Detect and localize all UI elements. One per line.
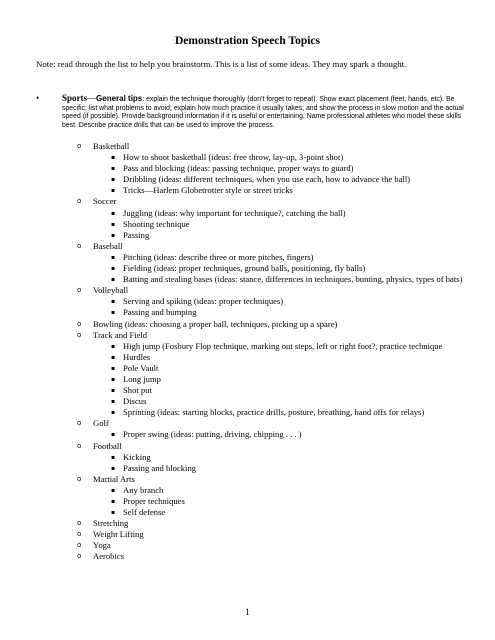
topic-item [0,196,495,207]
square-bullet-icon: ▪ [111,464,116,472]
square-bullet-icon: ▪ [111,154,116,162]
square-bullet-icon: ▪ [111,165,116,173]
subtopic-item [0,307,463,318]
square-bullet-icon: ▪ [111,253,116,261]
topic-item [0,540,495,551]
topic-name: Bowling (ideas: choosing a proper ball, techniques, picking up a spare) [93,318,338,329]
circle-bullet-icon: o [77,474,82,483]
square-bullet-icon: ▪ [111,309,116,317]
subtopic-item [0,407,463,418]
topic-name: Golf [93,418,109,429]
subtopic-text: Self defense [123,507,166,518]
subtopic-item [0,174,463,185]
subtopic-text: Any branch [123,484,164,495]
topic-name: Martial Arts [93,473,135,484]
subtopic-item [0,507,463,518]
topic-item [0,474,495,485]
topic-item [0,330,495,341]
general-tips-label: General tips [96,94,143,103]
subtopic-item [0,341,463,352]
square-bullet-icon: ▪ [111,387,116,395]
square-bullet-icon: ▪ [111,342,116,350]
subtopic-text: Dribbling (ideas: different techniques, when you use each, how to advance the ball) [123,174,411,185]
bullet-icon: • [36,93,40,103]
topic-name: Yoga [93,540,111,551]
square-bullet-icon: ▪ [111,187,116,195]
subtopic-item [0,463,463,474]
topic-name: Track and Field [93,329,148,340]
subtopic-text: Pitching (ideas: describe three or more pitches, fingers) [123,251,314,262]
circle-bullet-icon: o [77,142,82,150]
em-dash: — [87,93,97,103]
circle-bullet-icon: o [77,330,82,339]
subtopic-text: Juggling (ideas: why important for technique?, catching the ball) [123,207,346,218]
topic-name: Weight Lifting [93,529,144,540]
topic-name: Stretching [93,518,129,529]
subtopic-text: How to shoot basketball (ideas: free throw, lay-up, 3-point shot) [123,152,344,163]
subtopic-item [0,163,463,174]
subtopic-text: Serving and spiking (ideas: proper techniques) [123,296,284,307]
circle-bullet-icon: o [77,530,82,539]
page-title: Demonstration Speech Topics [174,35,321,47]
subtopic-item [0,385,463,396]
subtopic-text: Discus [123,396,147,407]
subtopic-item [0,296,463,307]
subtopic-item [0,496,463,507]
subtopic-text: Pole Vault [123,362,159,373]
square-bullet-icon: ▪ [111,220,116,228]
square-bullet-icon: ▪ [111,409,116,417]
subtopic-text: Tricks—Harlem Globetrotter style or street tricks [123,185,293,196]
subtopic-text: Hurdles [123,351,151,362]
subtopic-item [0,363,463,374]
general-tips-text: : explain the technique thoroughly (don’t forget to repeat). Show exact placement (feet, hands, etc). Be specific; list what problems to avoid; explain how much practice it usually takes; and show the process in slow motion and the actual speed (if possible). Provide background information if it is useful or entertaining. Name professional athletes who model these skills best. Describe practice drills that can be used to improve the process. [62,96,464,130]
topic-item [0,241,495,252]
square-bullet-icon: ▪ [111,298,116,306]
circle-bullet-icon: o [77,541,82,550]
subtopic-item [0,185,463,196]
square-bullet-icon: ▪ [111,398,116,406]
topic-name: Volleyball [93,285,129,296]
subtopic-item [0,374,463,385]
topic-item [0,518,495,529]
subtopic-text: Kicking [123,451,151,462]
circle-bullet-icon: o [77,441,82,450]
square-bullet-icon: ▪ [111,509,116,517]
topic-item [0,551,495,562]
square-bullet-icon: ▪ [111,209,116,217]
subtopic-text: Fielding (ideas: proper techniques, ground balls, positioning, fly balls) [123,263,366,274]
topic-list [0,141,495,563]
subtopic-text: High jump (Fosbury Flop technique, marking out steps, left or right foot?, practice technique [123,340,443,351]
subtopic-item [0,219,463,230]
circle-bullet-icon: o [77,197,82,206]
intro-note: Note: read through the list to help you brainstorm. This is a list of some ideas. They may spark a thought. [36,59,407,69]
subtopic-text: Shooting technique [123,218,190,229]
topic-name: Aerobics [93,551,125,562]
subtopic-text: Long jump [123,373,161,384]
page-number: 1 [245,607,250,617]
subtopic-text: Batting and stealing bases (ideas: stance, differences in techniques, bunting, physics, types of bats) [123,274,463,285]
subtopic-item [0,230,463,241]
subtopic-item [0,152,463,163]
subtopic-item [0,485,463,496]
topic-item [0,418,495,429]
sports-tips-paragraph [62,94,474,131]
subtopic-text: Pass and blocking (ideas: passing technique, proper ways to guard) [123,163,354,174]
subtopic-item [0,208,463,219]
subtopic-item [0,352,463,363]
circle-bullet-icon: o [77,519,82,528]
square-bullet-icon: ▪ [111,265,116,273]
square-bullet-icon: ▪ [111,431,116,439]
square-bullet-icon: ▪ [111,231,116,239]
subtopic-text: Passing [123,229,150,240]
topic-item [0,529,495,540]
topic-name: Football [93,440,122,451]
square-bullet-icon: ▪ [111,453,116,461]
topic-item [0,319,495,330]
subtopic-item [0,263,463,274]
circle-bullet-icon: o [77,241,82,250]
circle-bullet-icon: o [77,419,82,428]
topic-name: Soccer [93,196,117,207]
square-bullet-icon: ▪ [111,498,116,505]
subtopic-text: Sprinting (ideas: starting blocks, practice drills, posture, breathing, hand offs for relays) [123,407,425,418]
circle-bullet-icon: o [77,319,82,328]
subtopic-item [0,274,463,285]
subtopic-item [0,396,463,407]
sports-heading: Sports [62,93,88,103]
circle-bullet-icon: o [77,552,82,561]
subtopic-text: Passing and blocking [123,462,197,473]
square-bullet-icon: ▪ [111,176,116,184]
square-bullet-icon: ▪ [111,486,116,494]
circle-bullet-icon: o [77,286,82,295]
topic-item [0,141,495,152]
subtopic-item [0,429,463,440]
subtopic-text: Shot put [123,385,152,396]
subtopic-text: Proper techniques [123,496,185,506]
subtopic-item [0,252,463,263]
topic-name: Baseball [93,240,123,251]
square-bullet-icon: ▪ [111,375,116,383]
topic-name: Basketball [93,141,130,151]
square-bullet-icon: ▪ [111,276,116,284]
square-bullet-icon: ▪ [111,353,116,361]
subtopic-text: Proper swing (ideas: putting, driving, chipping . . . ) [123,429,302,440]
subtopic-text: Passing and bumping [123,307,197,318]
topic-item [0,285,495,296]
subtopic-item [0,452,463,463]
topic-item [0,441,495,452]
square-bullet-icon: ▪ [111,364,116,372]
